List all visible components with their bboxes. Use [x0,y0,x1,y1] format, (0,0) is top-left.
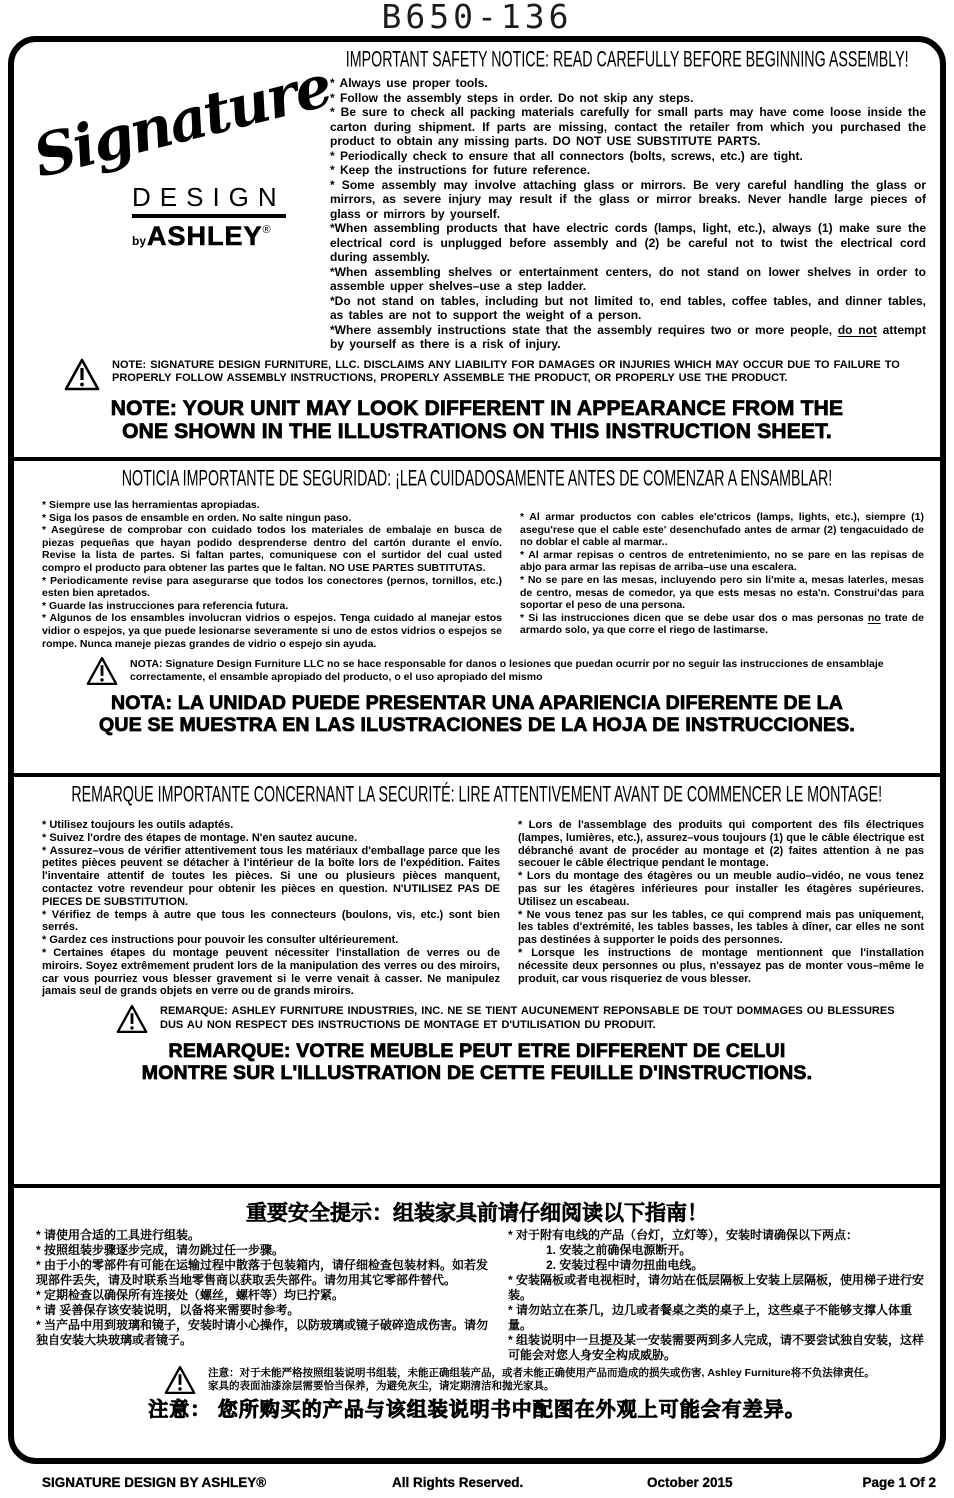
bullet-underlined-text: no [867,611,881,624]
spanish-appearance-note-line2: QUE SE MUESTRA EN LAS ILUSTRACIONES DE LA HOJA DE INSTRUCCIONES. [98,714,856,737]
safety-bullet [330,323,926,352]
warning-triangle-icon [64,358,100,391]
safety-bullet: * 按照组装步骤逐步完成，请勿跳过任一步骤。 [36,1243,285,1257]
chinese-safety-bullets [14,1226,940,1363]
spanish-right-column [520,499,924,650]
french-appearance-note [14,1040,940,1084]
safety-bullet: * Follow the assembly steps in order. Do not skip any steps. [330,90,694,105]
safety-bullet: * 安装隔板或者电视柜时，请勿站在低层隔板上安装上层隔板，使用梯子进行安装。 [508,1273,925,1302]
logo-by-text: by [132,234,147,248]
safety-bullet: * 组装说明中一旦提及某一安装需要两到多人完成，请不要尝试独自安装，这样可能会对您人身安全构成威胁。 [508,1333,925,1362]
english-appearance-note-line1: NOTE: YOUR UNIT MAY LOOK DIFFERENT IN APPEARANCE FROM THE [110,396,844,420]
safety-bullet: * Assurez–vous de vérifier attentivement tous les matériaux d'emballage parce que les petites pièces peuvent se détacher à l'intérieur de la boîte lors de l'expédition. Faites l'inventaire attentif de toutes les pièces. Si une ou plusieurs pièces manquent, contactez votre revendeur pour obtenir les pièces en question. N'UTILISEZ PAS DE PIECES DE SUBSTITUTION. [42,844,500,908]
safety-bullet: * Lorsque les instructions de montage mentionnent que l'installation nécessite deux personnes ou plus, n'essayez pas de monter vous–même le produit, car vous risqueriez de vous blesser. [518,946,924,985]
english-safety-bullets [326,74,940,352]
chinese-disclaimer-note [14,1363,940,1395]
bullet-text: attempt by yourself as there is a risk of injury. [330,322,926,351]
safety-bullet: * Lors du montage des étagères ou un meuble audio–vidéo, ne vous tenez pas sur les étagères inférieures pour installer les étagères supérieures. Utilisez un escabeau. [518,870,924,908]
logo-signature-script: Signature [26,51,337,191]
safety-bullet: * Asegúrese de comprobar con cuidado todos los materiales de embalaje en busca de piezas pequeñas que hayan podido desprenderse dentro del cartón durante el envío. Revise la lista de partes. Si faltan partes, comuniquese con el surtidor del cual usted compro el producto para obtener las partes que le faltan. NO USE PARTES SUBTITUTAS. [42,524,502,574]
safety-bullet: *When assembling products that have electric cords (lamps, light, etc.), always (1) make sure the electrical cord is unplugged before assembly and (2) be careful not to twist the electrical cord during assembly. [330,221,926,264]
section-spanish [14,461,940,773]
spanish-disclaimer-text: NOTA: Signature Design Furniture LLC no se hace responsable for danos o lesiones que puedan ocurrir por no seguir las instrucciones de ensamblaje correctamente, el ensamble apropiado del producto, o el uso apropiado del mismo [130,658,884,684]
french-left-column [42,819,500,998]
bullet-underlined-text: do not [837,322,877,337]
safety-bullet: * Always use proper tools. [330,76,488,90]
chinese-disclaimer-text [208,1365,875,1393]
safety-bullet: * Siga los pasos de ensamble en orden. No salte ningun paso. [42,511,352,524]
safety-bullet: * Periodically check to ensure that all connectors (bolts, screws, etc.) are tight. [330,148,803,163]
chinese-disclaimer-line1: 注意：对于未能严格按照组装说明书组装，未能正确组装产品，或者未能正确使用产品而造成的损失或伤害, Ashley Furniture将不负法律责任。 [208,1367,875,1379]
safety-bullet: * Guarde las instrucciones para referencia futura. [42,599,289,612]
safety-bullet: * Siempre use las herramientas apropiadas. [42,499,260,511]
spanish-appearance-note [14,692,940,736]
english-section-title: IMPORTANT SAFETY NOTICE: READ CAREFULLY BEFORE BEGINNING ASSEMBLY! [345,46,909,73]
safety-bullet: * No se pare en las mesas, incluyendo pero sin li'mite a, mesas laterles, mesas de centro, mesas de comedor, ya que ests mesas no esta'n. Construi'das para soportar el peso de una persona. [520,573,924,612]
chinese-disclaimer-line2: 家具的表面油漆涂层需要恰当保养，为避免灰尘，请定期清洁和抛光家具。 [208,1380,555,1392]
safety-bullet: * 定期检查以确保所有连接处（螺丝，螺杆等）均已拧紧。 [36,1288,345,1302]
french-section-title: REMARQUE IMPORTANTE CONCERNANT LA SECURITÉ: LIRE ATTENTIVEMENT AVANT DE COMMENCER LE MONTAGE! [71,781,883,808]
english-disclaimer-note [14,352,940,391]
safety-bullet: * 由于小的零部件有可能在运输过程中散落于包装箱内，请仔细检查包装材料。如若发现部件丢失，请及时联系当地零售商以获取丢失部件。请勿用其它零部件替代。 [36,1258,489,1287]
footer-rights: All Rights Reserved. [392,1474,524,1490]
safety-bullet: * Vérifiez de temps à autre que tous les connecteurs (boulons, vis, etc.) sont bien serrés. [42,908,500,934]
instruction-sheet-border [8,36,946,1464]
spanish-disclaimer-note [14,650,940,686]
french-right-column [518,819,924,998]
warning-triangle-icon [164,1365,196,1395]
safety-bullet: * Some assembly may involve attaching glass or mirrors. Be very careful handling the glass or mirrors, as severe injury may result if the glass or mirror breaks. Never handle large pieces of glass or mirrors by yourself. [330,177,926,221]
section-chinese [14,1188,940,1458]
french-safety-bullets [14,809,940,998]
safety-bullet: * 请 妥善保存该安装说明，以备将来需要时参考。 [36,1303,300,1317]
safety-bullet: * Lors de l'assemblage des produits qui comportent des fils électriques (lampes, lumières, etc.), assurez–vous toujours (1) que le câble électrique est débranché avant de procéder au montage et (2) faites attention à ne pas secouer le câble électrique pendant le montage. [518,819,924,870]
chinese-appearance-note: 注意： 您所购买的产品与该组装说明书中配图在外观上可能会有差异。 [148,1399,806,1421]
warning-triangle-icon [116,1004,148,1034]
footer-date: October 2015 [647,1474,733,1490]
bullet-text: * Si las instrucciones dicen que se debe usar dos o mas personas [520,611,868,624]
bullet-text: trate de armardo solo, ya que corre el riego de lastimarse. [520,611,924,637]
section-french [14,777,940,1184]
safety-bullet: * 对于附有电线的产品（台灯，立灯等），安装时请确保以下两点： [508,1228,859,1242]
page-footer [0,1464,954,1496]
french-disclaimer-text: REMARQUE: ASHLEY FURNITURE INDUSTRIES, INC. NE SE TIENT AUCUNEMENT REPONSABLE DE TOUT DOMMAGES OU BLESSURES DUS AU NON RESPECT DES INSTRUCTIONS DE MONTAGE ET D'UTILISATION DU PRODUIT. [160,1005,895,1031]
model-number: B650-136 [381,0,573,36]
section-english [14,42,940,457]
safety-bullet: * Al armar repisas o centros de entretenimiento, no se pare en las repisas de abjo para armar las repisas de arriba–use una escalera. [520,548,924,574]
safety-bullet [520,612,924,637]
logo-ashley-text: ASHLEY [147,221,263,251]
chinese-left-column [36,1228,492,1363]
safety-sub-item: 1. 安装之前确保电源断开。 [546,1243,692,1257]
french-appearance-note-line1: REMARQUE: VOTRE MEUBLE PEUT ETRE DIFFERENT DE CELUI [168,1040,786,1063]
chinese-section-title: 重要安全提示：组装家具前请仔细阅读以下指南！ [246,1202,708,1225]
spanish-appearance-note-line1: NOTA: LA UNIDAD PUEDE PRESENTAR UNA APARIENCIA DIFERENTE DE LA [110,692,844,715]
safety-bullet: *Do not stand on tables, including but not limited to, end tables, coffee tables, and dinner tables, as tables are not to support the weight of a person. [330,293,926,322]
safety-bullet: * 请勿站立在茶几，边几或者餐桌之类的桌子上，这些桌子不能够支撑人体重量。 [508,1303,913,1332]
spanish-safety-bullets [14,493,940,650]
signature-design-ashley-logo [26,51,337,252]
english-disclaimer-text: NOTE: SIGNATURE DESIGN FURNITURE, LLC. DISCLAIMS ANY LIABILITY FOR DAMAGES OR INJURIES WHICH MAY OCCUR DUE TO FAILURE TO PROPERLY FOLLOW ASSEMBLY INSTRUCTIONS, PROPERLY ASSEMBLE THE PRODUCT, OR PROPERLY USE THE PRODUCT. [112,358,900,384]
english-appearance-note [14,397,940,444]
safety-bullet: * Keep the instructions for future reference. [330,163,591,177]
spanish-left-column [42,499,502,650]
safety-bullet: * Utilisez toujours les outils adaptés. [42,819,234,831]
safety-bullet: * 请使用合适的工具进行组装。 [36,1228,201,1242]
safety-bullet: * Certaines étapes du montage peuvent nécessiter l'installation de verres ou de miroirs. Soyez extrêmement prudent lors de la manipulation des verres ou des miroirs, car vous pourriez vous blesser gravement si le verre venait à casser. Ne manipulez jamais seul de grands objets en verre ou de grands miroirs. [42,946,500,998]
french-appearance-note-line2: MONTRE SUR L'ILLUSTRATION DE CETTE FEUILLE D'INSTRUCTIONS. [141,1062,813,1085]
warning-triangle-icon [86,656,118,686]
safety-sub-item: 2. 安装过程中请勿扭曲电线。 [546,1258,704,1272]
safety-bullet: * Ne vous tenez pas sur les tables, ce qui comprend mais pas uniquement, les tables d'extrémité, les tables basses, les tables à dîner, car elles ne sont pas destinées à supporter le poids des personnes. [518,908,924,947]
safety-bullet: *When assembling shelves or entertainment centers, do not stand on lower shelves in order to assemble upper shelves–use a step ladder. [330,264,926,293]
english-appearance-note-line2: ONE SHOWN IN THE ILLUSTRATIONS ON THIS INSTRUCTION SHEET. [122,420,832,443]
chinese-right-column [508,1228,926,1363]
logo-design-text: DESIGN [132,182,286,218]
french-disclaimer-note [14,998,940,1034]
safety-bullet: * Suivez l'ordre des étapes de montage. N'en sautez aucune. [42,831,358,844]
safety-bullet: * Periodicamente revise para asegurarse que todos los conectores (pernos, tornillos, etc.) esten bien apretados. [42,574,502,600]
safety-bullet: * Be sure to check all packing materials carefully for small parts may have come loose inside the carton during shipment. If parts are missing, contact the retailer from which you purchased the product to obtain any missing parts. DO NOT USE SUBSTITUTE PARTS. [330,105,926,148]
bullet-text: *Where assembly instructions state that the assembly requires two or more people, [330,322,838,337]
safety-bullet: * 当产品中用到玻璃和镜子，安装时请小心操作，以防玻璃或镜子破碎造成伤害。请勿独自安装大块玻璃或者镜子。 [36,1318,489,1347]
footer-brand: SIGNATURE DESIGN BY ASHLEY® [42,1474,267,1490]
safety-bullet: * Gardez ces instructions pour pouvoir les consulter ultérieurement. [42,934,399,947]
spanish-section-title: NOTICIA IMPORTANTE DE SEGURIDAD: ¡LEA CUIDADOSAMENTE ANTES DE COMENZAR A ENSAMBLAR! [121,465,833,492]
safety-bullet: * Algunos de los ensambles involucran vidrios o espejos. Tenga cuidado al manejar estos vidior o espejos, ya que puede lesionarse severamente si uno de estos vidrios o espejos se rompe. Nunca maneje piezas grandes de vidrio o espejo sin ayuda. [42,612,502,650]
safety-bullet: * Al armar productos con cables ele'ctricos (lamps, lights, etc.), siempre (1) asegu'rese que el cable este' desenchufado antes de armar (2) tengacuidado de no doblar el cable al marmar.. [520,511,924,549]
footer-page-number: Page 1 Of 2 [862,1474,936,1490]
logo-registered-mark: ® [262,224,271,236]
